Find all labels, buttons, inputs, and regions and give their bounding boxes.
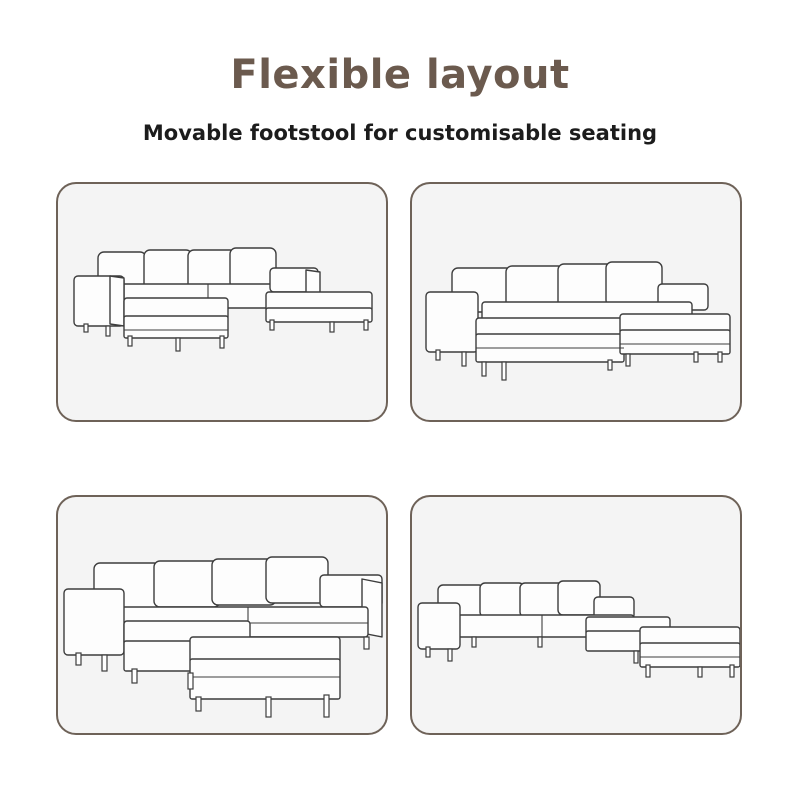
sofa-extended-footstools-illustration bbox=[412, 497, 740, 733]
sofa-separated-footstools-illustration bbox=[58, 184, 386, 420]
layout-panel-extended-footstools bbox=[410, 495, 742, 735]
sofa-corner-footstools-illustration bbox=[58, 497, 386, 733]
layout-panel-side-by-side-footstools bbox=[410, 182, 742, 422]
page-subtitle: Movable footstool for customisable seating bbox=[142, 121, 658, 145]
layout-panel-separated-footstools bbox=[56, 182, 388, 422]
layout-panel-corner-footstools bbox=[56, 495, 388, 735]
page-title: Flexible layout bbox=[230, 52, 570, 98]
sofa-side-by-side-footstools-illustration bbox=[412, 184, 740, 420]
